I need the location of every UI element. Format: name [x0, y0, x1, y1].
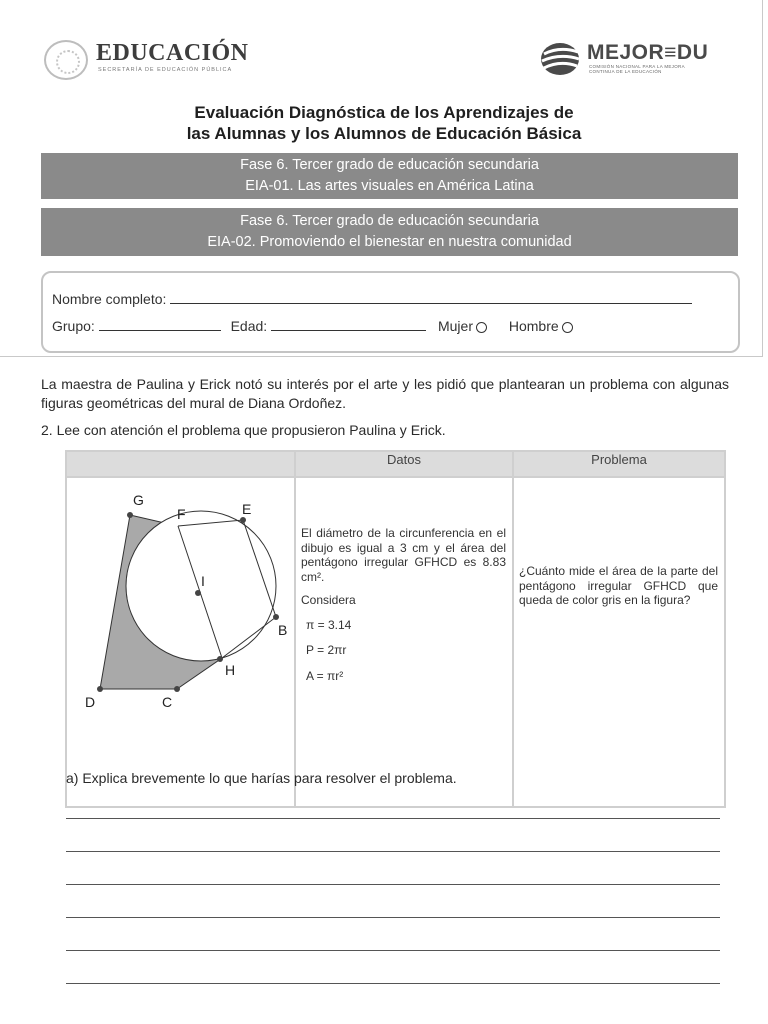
question-a: a) Explica brevemente lo que harías para resolver el problema.: [66, 770, 457, 786]
male-radio[interactable]: [562, 322, 573, 333]
datos-text: El diámetro de la circunferencia en el dibujo es igual a 3 cm y el área del pentágono irregular GFHCD es 8.83 cm².: [301, 526, 506, 584]
label-i: I: [201, 573, 205, 589]
male-label: Hombre: [508, 318, 559, 334]
problema-cell: [513, 477, 725, 807]
mejoredu-logo-subtitle: [589, 64, 685, 74]
female-radio[interactable]: [476, 322, 487, 333]
answer-line[interactable]: [66, 917, 720, 918]
table-header-problema: Problema: [513, 451, 725, 477]
answer-line[interactable]: [66, 851, 720, 852]
problema-text: ¿Cuánto mide el área de la parte del pentágono irregular GFHCD que queda de color gris en la figura?: [519, 564, 718, 607]
point-i: [195, 590, 201, 596]
educacion-logo-subtitle: SECRETARÍA DE EDUCACIÓN PÚBLICA: [98, 67, 233, 73]
educacion-logo-word: EDUCACIÓN: [96, 40, 249, 66]
mejoredu-logo: [540, 40, 740, 80]
considera-label: Considera: [301, 593, 356, 607]
student-info-box: [41, 271, 740, 353]
table-header-datos: Datos: [295, 451, 513, 477]
point-d: [97, 686, 103, 692]
title-line1: Evaluación Diagnóstica de los Aprendizajes de: [194, 103, 574, 122]
label-g: G: [133, 492, 144, 508]
age-field[interactable]: [271, 320, 426, 331]
intro-paragraph: La maestra de Paulina y Erick notó su interés por el arte y les pidió que plantearan un problema con algunas figuras geométricas del mural de Diana Ordoñez.: [41, 376, 729, 411]
point-c: [174, 686, 180, 692]
document-title: [0, 102, 768, 144]
details-row: [52, 318, 573, 334]
group-field[interactable]: [99, 320, 221, 331]
point-h: [217, 656, 223, 662]
name-field[interactable]: [170, 293, 692, 304]
problem-table: [65, 450, 726, 808]
pentagon-circle-figure: [67, 478, 292, 732]
mejoredu-sub-line1: COMISIÓN NACIONAL PARA LA MEJORA: [589, 64, 685, 69]
label-h: H: [225, 662, 236, 678]
point-g: [127, 512, 133, 518]
mejoredu-icon: [540, 42, 580, 76]
female-label: Mujer: [437, 318, 473, 334]
band2-line2: EIA-02. Promoviendo el bienestar en nuestra comunidad: [207, 234, 572, 250]
label-d: D: [85, 694, 96, 710]
question-2: 2. Lee con atención el problema que propusieron Paulina y Erick.: [41, 422, 446, 438]
label-e: E: [242, 501, 252, 517]
label-c: C: [162, 694, 173, 710]
point-b: [273, 614, 279, 620]
band2-line1: Fase 6. Tercer grado de educación secundaria: [240, 213, 539, 229]
group-label: Grupo:: [52, 318, 95, 334]
formula-pi: π = 3.14: [306, 617, 352, 632]
phase-band-1: [41, 153, 738, 199]
band1-line1: Fase 6. Tercer grado de educación secundaria: [240, 157, 539, 173]
educacion-logo: [44, 40, 284, 80]
age-label: Edad:: [230, 318, 268, 334]
answer-line[interactable]: [66, 983, 720, 984]
datos-cell: [295, 477, 513, 807]
label-f: F: [177, 506, 186, 522]
name-label: Nombre completo:: [52, 291, 167, 307]
figure-cell: [66, 477, 295, 807]
national-seal-icon: [44, 40, 88, 80]
answer-line[interactable]: [66, 884, 720, 885]
formula-perimeter: P = 2πr: [306, 643, 347, 657]
title-line2: las Alumnas y los Alumnos de Educación Básica: [186, 124, 582, 143]
label-b: B: [278, 622, 288, 638]
table-header-figure: [66, 451, 295, 477]
name-row: [52, 291, 692, 307]
point-e: [240, 517, 246, 523]
mejoredu-logo-word: MEJOR≡DU: [587, 41, 709, 64]
phase-band-2: [41, 208, 738, 256]
answer-line[interactable]: [66, 818, 720, 819]
band1-line2: EIA-01. Las artes visuales en América Latina: [245, 178, 534, 194]
mejoredu-sub-line2: CONTINUA DE LA EDUCACIÓN: [589, 69, 662, 74]
answer-line[interactable]: [66, 950, 720, 951]
formula-area: A = πr²: [306, 668, 344, 683]
